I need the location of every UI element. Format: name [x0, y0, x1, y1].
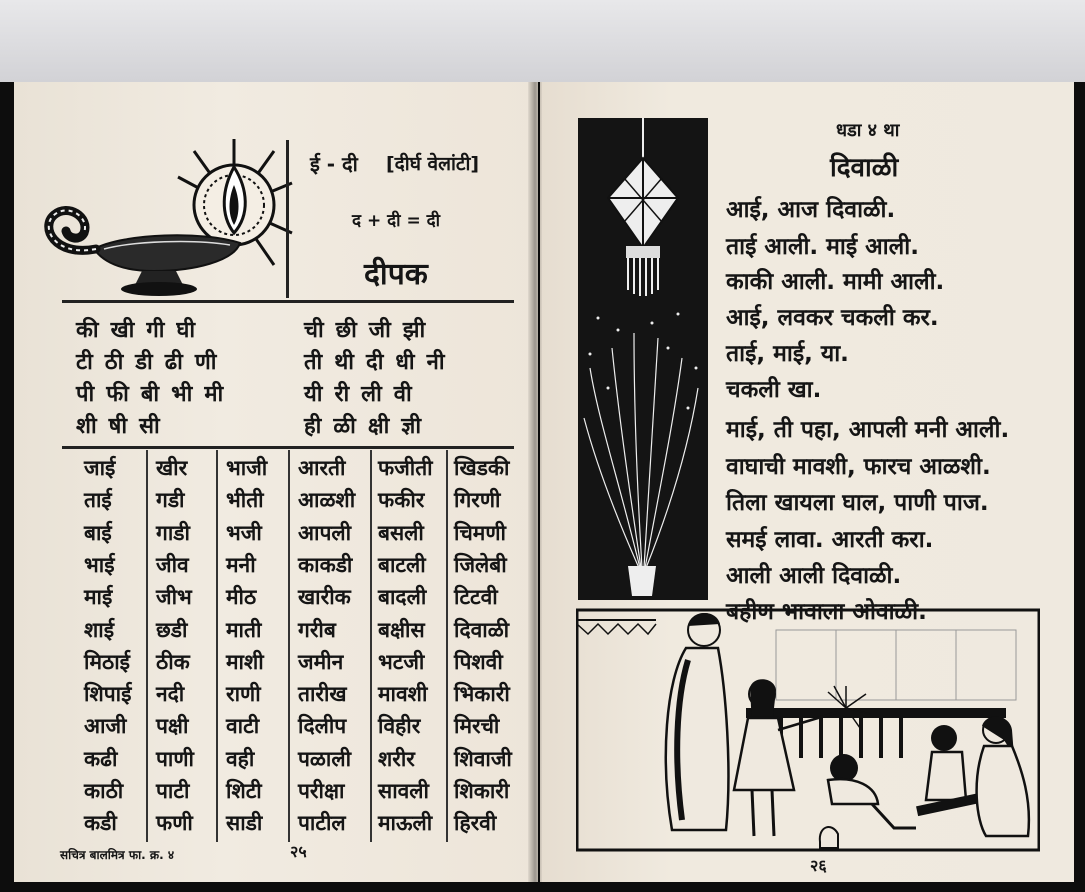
book-footer: सचित्र बालमित्र फा. क्र. ४	[60, 848, 175, 862]
table-cell: नदी	[156, 682, 185, 707]
table-cell: खारीक	[298, 585, 351, 610]
poem-line: माई, ती पहा, आपली मनी आली.	[726, 417, 1010, 443]
table-cell: जाई	[84, 456, 116, 480]
table-cell: पिशवी	[454, 649, 503, 674]
table-cell: शिपाई	[84, 682, 132, 707]
table-cell: जीभ	[156, 585, 192, 610]
table-cell: शिटी	[226, 779, 262, 803]
table-cell: दिलीप	[298, 714, 347, 739]
table-cell: शिकारी	[454, 779, 510, 803]
table-cell: कडी	[84, 811, 117, 836]
table-cell: शरीर	[378, 746, 415, 771]
table-cell: काठी	[84, 779, 124, 803]
table-cell: कढी	[84, 746, 118, 771]
table-cell: माशी	[226, 649, 264, 674]
table-cell: जीव	[156, 552, 189, 577]
fountain-firework-icon	[584, 333, 698, 568]
lantern-fireworks-illustration	[578, 118, 708, 600]
table-cell: माई	[84, 585, 113, 610]
table-cell: आजी	[84, 714, 127, 739]
table-cell: भाजी	[226, 456, 268, 480]
table-cell: परीक्षा	[298, 779, 345, 803]
table-cell: आरती	[298, 456, 346, 480]
poem-line: वाघाची मावशी, फारच आळशी.	[726, 454, 991, 480]
page-number-right: २६	[810, 856, 827, 875]
table-cell: गिरणी	[454, 488, 501, 513]
scanner-background	[0, 0, 1085, 82]
page-number-left: २५	[290, 842, 307, 861]
table-cell: गरीब	[298, 617, 336, 642]
table-cell: ताई	[84, 488, 112, 513]
poem-line: ताई आली. माई आली.	[726, 234, 919, 260]
table-cell: फकीर	[378, 488, 425, 513]
letter-note: [दीर्घ वेलांटी]	[386, 153, 480, 175]
syllable-row: ती थी दी धी नी	[304, 350, 446, 375]
poem-line: आई, लवकर चकली कर.	[726, 305, 939, 331]
table-cell: साडी	[226, 811, 263, 836]
table-cell: मावशी	[378, 682, 428, 707]
table-cell: गाडी	[156, 520, 190, 545]
poem-line: ताई, माई, या.	[726, 341, 849, 367]
book-spine	[528, 82, 542, 882]
table-cell: ठीक	[156, 649, 190, 674]
table-cell: शिवाजी	[454, 746, 512, 771]
table-cell: वही	[226, 746, 255, 771]
table-cell: फणी	[156, 811, 193, 836]
rule-middle	[62, 446, 514, 449]
oil-lamp-icon	[34, 137, 294, 297]
syllable-row: ही ळी क्षी ज्ञी	[304, 414, 423, 439]
table-cell: मिठाई	[84, 649, 130, 674]
table-cell: विहीर	[378, 714, 421, 739]
table-cell: पाटी	[156, 779, 190, 803]
table-cell: फजीती	[378, 456, 433, 480]
table-cell: मीठ	[226, 585, 257, 610]
table-cell: हिरवी	[454, 811, 497, 836]
table-cell: भिकारी	[454, 682, 510, 707]
table-cell: टिटवी	[454, 585, 498, 610]
rule-top	[62, 300, 514, 303]
table-cell: राणी	[226, 682, 261, 707]
syllable-row: यी री ली वी	[304, 382, 413, 407]
table-cell: बाई	[84, 520, 112, 545]
syllable-row: पी फी बी भी मी	[76, 382, 225, 407]
table-column-divider	[146, 450, 148, 842]
word-table	[64, 450, 524, 842]
table-cell: माऊली	[378, 811, 433, 836]
table-cell: खीर	[156, 456, 188, 480]
table-cell: गडी	[156, 488, 185, 513]
table-column-divider	[288, 450, 290, 842]
table-cell: छडी	[156, 617, 188, 642]
table-cell: वाटी	[226, 714, 260, 739]
table-cell: दिवाळी	[454, 617, 510, 642]
poem-line: आली आली दिवाळी.	[726, 563, 902, 589]
poem-line: चकली खा.	[726, 377, 822, 403]
chapter-heading: धडा ४ था	[836, 120, 900, 141]
table-cell: भीती	[226, 488, 264, 513]
table-cell: भाई	[84, 552, 115, 577]
table-cell: चिमणी	[454, 520, 506, 545]
table-column-divider	[446, 450, 448, 842]
table-cell: माती	[226, 617, 262, 642]
table-cell: जिलेबी	[454, 552, 507, 577]
poem-line: बहीण भावाला ओवाळी.	[726, 599, 927, 625]
table-cell: भटजी	[378, 649, 425, 674]
diwali-family-illustration	[576, 590, 1040, 852]
table-cell: बसली	[378, 520, 424, 545]
table-column-divider	[370, 450, 372, 842]
table-cell: शाई	[84, 617, 115, 642]
poem-line: समई लावा. आरती करा.	[726, 527, 934, 553]
right-page	[540, 82, 1074, 882]
poem-line: तिला खायला घाल, पाणी पाज.	[726, 490, 989, 516]
table-cell: मिरची	[454, 714, 500, 739]
table-cell: तारीख	[298, 682, 347, 707]
letter-formula: द + दी = दी	[352, 211, 441, 231]
poem-line: आई, आज दिवाळी.	[726, 197, 896, 223]
letter-heading: ई - दी	[310, 152, 358, 176]
example-word: दीपक	[364, 257, 428, 292]
table-cell: पाणी	[156, 746, 194, 771]
table-cell: सावली	[378, 779, 429, 803]
table-cell: बाटली	[378, 552, 426, 577]
left-page	[14, 82, 538, 882]
table-cell: पळाली	[298, 746, 352, 771]
table-cell: पक्षी	[156, 714, 189, 739]
lesson-title: दिवाळी	[830, 153, 899, 183]
table-cell: पाटील	[298, 811, 346, 836]
syllable-row: टी ठी डी ढी णी	[76, 350, 218, 375]
table-cell: आपली	[298, 520, 352, 545]
syllable-row: शी षी सी	[76, 414, 161, 439]
poem-line: काकी आली. मामी आली.	[726, 269, 945, 295]
header-divider	[286, 140, 289, 298]
table-cell: काकडी	[298, 552, 353, 577]
table-cell: भजी	[226, 520, 262, 545]
table-cell: बक्षीस	[378, 617, 425, 642]
akash-kandil-lantern-icon	[608, 118, 678, 296]
syllable-row: ची छी जी झी	[304, 318, 427, 343]
table-cell: आळशी	[298, 488, 356, 513]
table-cell: जमीन	[298, 649, 344, 674]
table-cell: खिडकी	[454, 456, 510, 480]
table-cell: बादली	[378, 585, 427, 610]
table-column-divider	[216, 450, 218, 842]
syllable-row: की खी गी घी	[76, 318, 197, 343]
table-cell: मनी	[226, 552, 256, 577]
